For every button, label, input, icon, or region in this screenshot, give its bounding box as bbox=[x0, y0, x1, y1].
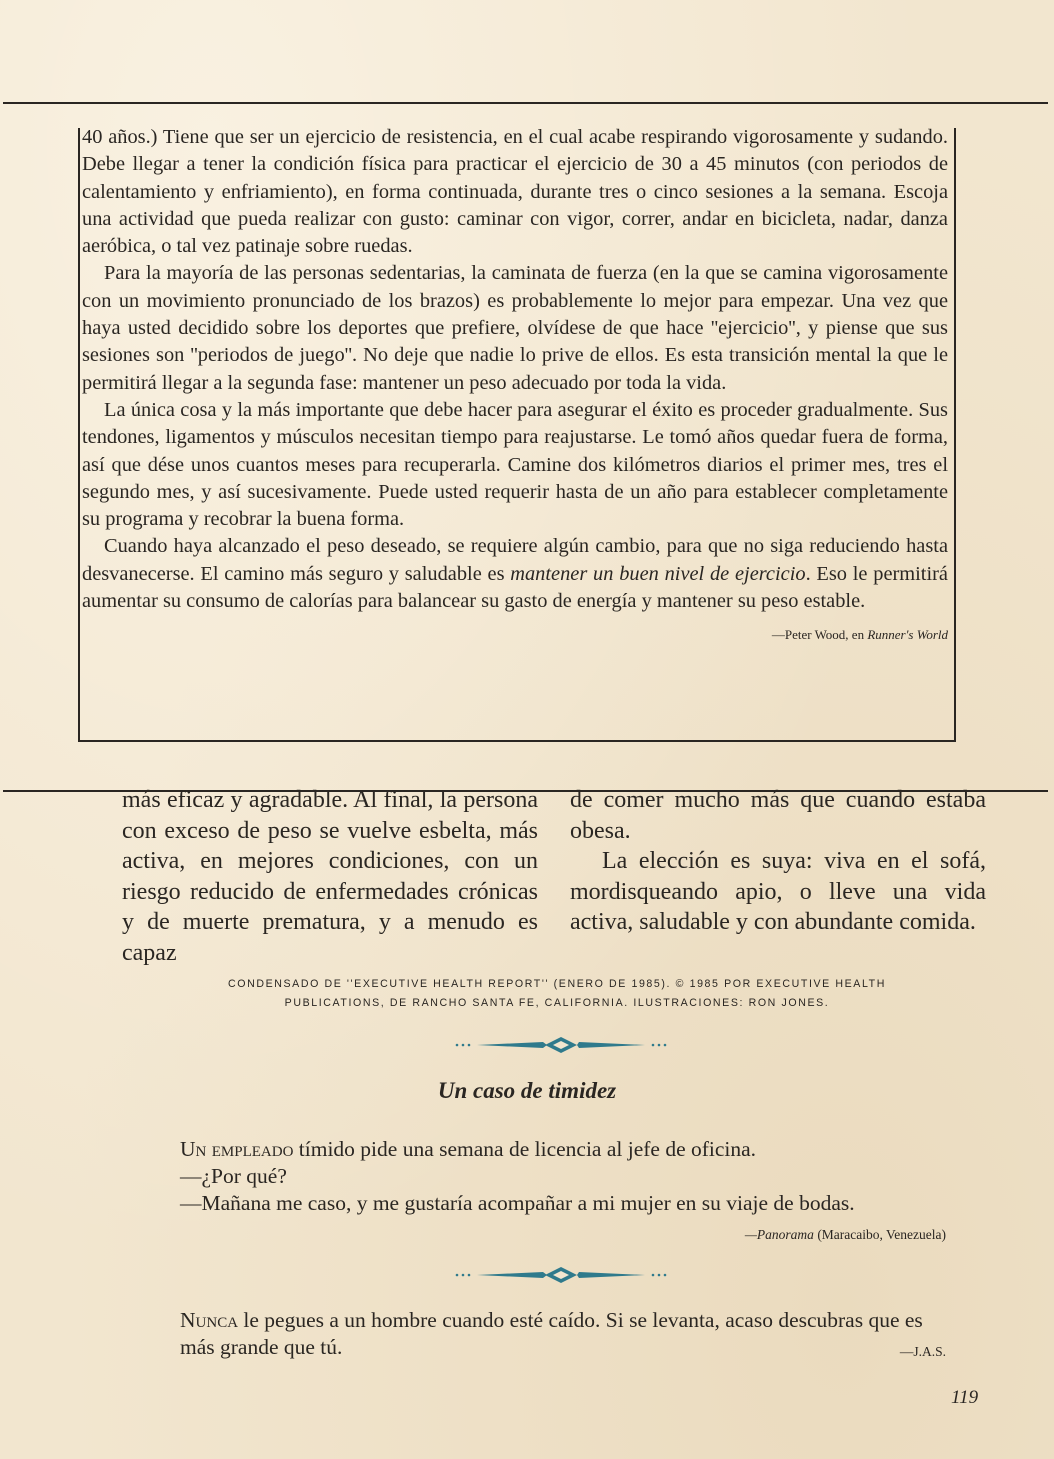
joke-line-3-text: —Mañana me caso, y me gustaría acompañar a mi mujer en su viaje de bodas. bbox=[180, 1191, 855, 1215]
joke-lead-in: Un empleado bbox=[180, 1137, 294, 1161]
left-column-text: más eficaz y agradable. Al final, la persona con exceso de peso se vuelve esbelta, más activa, en mejores condiciones, con un riesgo reducido de enfermedades crónicas y de muerte prematura, y a menudo es capaz bbox=[122, 787, 538, 966]
ornament-divider-icon bbox=[443, 1035, 679, 1055]
joke-2-text bbox=[180, 1307, 946, 1361]
joke-hombre-caido bbox=[180, 1307, 946, 1365]
attribution-source: —Panorama bbox=[744, 1227, 814, 1242]
sidebar-article bbox=[82, 124, 948, 649]
paragraph-4-end: . Eso le permitirá aumentar su consumo de calorías para balancear su gasto de energía y mantener su peso estable. bbox=[82, 562, 948, 613]
joke-2-lead-in: Nunca bbox=[180, 1308, 239, 1332]
signature-author: —Peter Wood, en bbox=[771, 627, 868, 643]
paragraph-4-start: Cuando haya alcanzado el peso deseado, se requiere algún cambio, para que no siga reduciendo hasta desvanecerse. El camino más seguro y saludable es bbox=[82, 535, 948, 585]
joke-line-1 bbox=[180, 1136, 946, 1163]
joke-timidez bbox=[180, 1136, 946, 1248]
signature-source: Runner's World bbox=[867, 627, 948, 643]
credit-line-1: CONDENSADO DE ''EXECUTIVE HEALTH REPORT'' (ENERO DE 1985). © 1985 POR EXECUTIVE HEALTH bbox=[227, 978, 886, 990]
left-column bbox=[122, 785, 538, 968]
joke-attribution bbox=[745, 1221, 946, 1248]
sidebar-paragraph-3: La única cosa y la más importante que debe hacer para asegurar el éxito es proceder gradualmente. Sus tendones, ligamentos y músculos necesitan tiempo para reajustarse. Le tomó años quedar fuera de forma, así que dése unos cuantos meses para recuperarla. Camine dos kilómetros diarios el primer mes, tres el segundo mes, y así sucesivamente. Puede usted requerir hasta de un año para establecer completamente su programa y recobrar la buena forma. bbox=[82, 398, 948, 531]
page-number: 119 bbox=[951, 1387, 979, 1408]
right-column bbox=[570, 785, 986, 938]
joke-line-3 bbox=[180, 1190, 946, 1242]
sidebar-paragraph-4 bbox=[82, 533, 948, 643]
attribution-place: (Maracaibo, Venezuela) bbox=[813, 1227, 946, 1242]
credit-line-2: PUBLICATIONS, DE RANCHO SANTA FE, CALIFORNIA. ILUSTRACIONES: RON JONES. bbox=[284, 997, 830, 1009]
sidebar-paragraph-2: Para la mayoría de las personas sedentarias, la caminata de fuerza (en la que se camina vigorosamente con un movimiento pronunciado de los brazos) es probablemente lo mejor para empezar. Una vez que haya usted decidido sobre los deportes que prefiere, olvídese de que hace ''ejercicio'', y piense que sus sesiones son ''periodos de juego''. No deje que nadie lo prive de ellos. Es esta transición mental la que le permitirá llegar a la segunda fase: mantener un peso adecuado por toda la vida. bbox=[82, 262, 948, 394]
paragraph-4-emphasis: mantener un buen nivel de ejercicio bbox=[510, 562, 806, 585]
condensation-credit bbox=[120, 975, 994, 1013]
joke-line-2: —¿Por qué? bbox=[180, 1164, 287, 1188]
sidebar-paragraph-1: 40 años.) Tiene que ser un ejercicio de resistencia, en el cual acabe respirando vigorosamente y sudando. Debe llegar a tener la condición física para practicar el ejercicio de 30 a 45 minutos (con periodos de calentamiento y enfriamiento), en forma continuada, durante tres o cinco sesiones a la semana. Escoja una actividad que pueda realizar con gusto: caminar con vigor, correr, andar en bicicleta, nadar, danza aeróbica, o tal vez patinaje sobre ruedas. bbox=[82, 126, 948, 258]
right-column-paragraph-1: de comer mucho más que cuando estaba obesa. bbox=[570, 787, 986, 844]
joke-2-attribution: —J.A.S. bbox=[899, 1344, 946, 1359]
ornament-divider-icon bbox=[443, 1265, 679, 1285]
right-column-paragraph-2: La elección es suya: viva en el sofá, mordisqueando apio, o lleve una vida activa, saludable y con abundante comida. bbox=[570, 848, 986, 935]
sidebar-signature bbox=[750, 621, 948, 648]
joke-2-rest: le pegues a un hombre cuando esté caído. Si se levanta, acaso descubras que es más grande que tú. bbox=[180, 1308, 923, 1359]
joke-title: Un caso de timidez bbox=[437, 1078, 617, 1103]
joke-line-1-rest: tímido pide una semana de licencia al jefe de oficina. bbox=[293, 1137, 757, 1161]
